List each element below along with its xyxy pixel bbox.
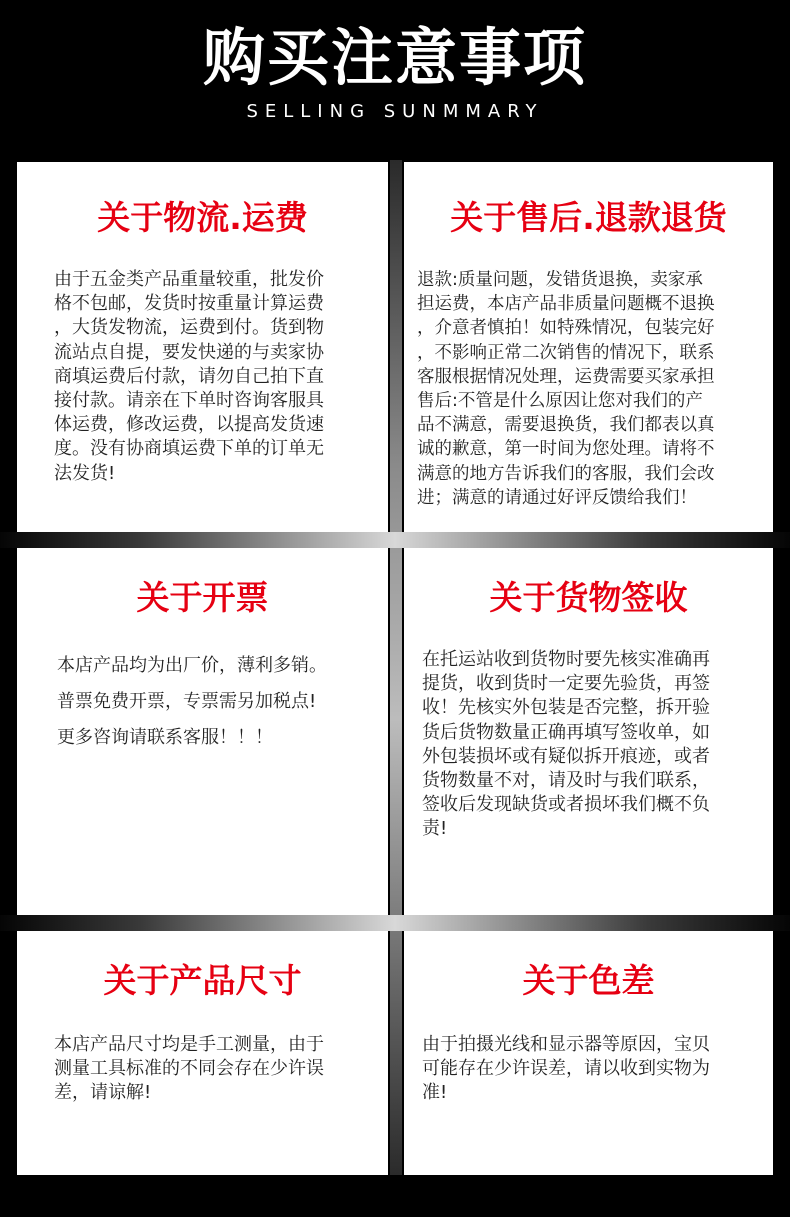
card-line: 更多咨询请联系客服！！！ <box>57 727 273 748</box>
card-line: 货物数量不对，请及时与我们联系， <box>422 770 710 792</box>
card-title: 关于售后.退款退货 <box>450 198 727 237</box>
card-color-difference <box>404 931 773 1175</box>
page-subtitle: SELLING SUNMMARY <box>246 101 544 122</box>
card-line: 法发货! <box>54 462 116 484</box>
card-line: 品不满意，需要退换货，我们都表以真 <box>417 415 715 436</box>
card-line: 责! <box>422 818 448 840</box>
card-line: 体运费，修改运费，以提高发货速 <box>54 414 324 436</box>
card-line: 收！先核实外包装是否完整，拆开验 <box>422 697 710 719</box>
card-logistics <box>17 162 388 532</box>
card-line: 商填运费后付款，请勿自己拍下直 <box>54 365 324 387</box>
card-line: 差，请谅解! <box>54 1082 152 1104</box>
card-line: 测量工具标准的不同会存在少许误 <box>54 1058 324 1080</box>
card-body <box>422 1033 752 1106</box>
card-line: 退款:质量问题，发错货退换，卖家承 <box>417 270 703 290</box>
card-line: 满意的地方告诉我们的客服，我们会改 <box>417 463 715 484</box>
page-footer <box>0 1175 790 1217</box>
card-body <box>417 268 767 510</box>
card-line: 度。没有协商填运费下单的订单无 <box>54 438 324 460</box>
card-line: 流站点自提，要发快递的与卖家协 <box>54 341 324 363</box>
card-line: 本店产品均为出厂价，薄利多销。 <box>57 655 327 676</box>
card-line: ，不影响正常二次销售的情况下，联系 <box>417 342 715 363</box>
card-delivery-receipt <box>404 548 773 915</box>
card-line: 外包装损坏或有疑似拆开痕迹，或者 <box>422 745 710 767</box>
vertical-divider <box>390 160 402 1177</box>
card-line: 本店产品尺寸均是手工测量，由于 <box>54 1034 324 1055</box>
card-line: 格不包邮，发货时按重量计算运费 <box>54 293 324 315</box>
page-header <box>0 0 790 160</box>
card-line: 准! <box>422 1082 448 1104</box>
card-line: 客服根据情况处理，运费需要买家承担 <box>417 366 715 387</box>
card-title: 关于货物签收 <box>489 578 688 617</box>
card-title: 关于色差 <box>522 961 655 1000</box>
card-body <box>54 268 374 486</box>
card-line: 普票免费开票，专票需另加税点! <box>57 691 317 712</box>
card-line: 由于五金类产品重量较重，批发价 <box>54 269 324 290</box>
card-line: 由于拍摄光线和显示器等原因，宝贝 <box>422 1034 710 1055</box>
card-line: 进；满意的请通过好评反馈给我们！ <box>417 487 697 508</box>
card-body <box>54 1033 374 1106</box>
card-line: 担运费，本店产品非质量问题概不退换 <box>417 294 715 315</box>
card-body <box>57 648 377 756</box>
card-line: 提货，收到货时一定要先验货，再签 <box>422 673 710 695</box>
card-invoice <box>17 548 388 915</box>
card-line: ，介意者慎拍！如特殊情况，包装完好 <box>417 318 715 339</box>
card-after-sales <box>404 162 773 532</box>
card-line: 在托运站收到货物时要先核实准确再 <box>422 649 710 670</box>
card-line: 可能存在少许误差，请以收到实物为 <box>422 1058 710 1080</box>
card-title: 关于产品尺寸 <box>103 961 302 1000</box>
separator-band <box>0 532 790 548</box>
card-title: 关于开票 <box>136 578 269 617</box>
card-line: ，大货发物流，运费到付。货到物 <box>54 317 324 339</box>
card-title: 关于物流.运费 <box>97 198 308 237</box>
card-body <box>422 648 762 842</box>
card-line: 售后:不管是什么原因让您对我们的产 <box>417 391 703 412</box>
card-line: 签收后发现缺货或者损坏我们概不负 <box>422 794 710 816</box>
card-product-size <box>17 931 388 1175</box>
card-line: 诚的歉意，第一时间为您处理。请将不 <box>417 439 715 460</box>
card-line: 接付款。请亲在下单时咨询客服具 <box>54 390 324 412</box>
card-line: 货后货物数量正确再填写签收单，如 <box>422 721 710 743</box>
page-title: 购买注意事项 <box>202 21 587 94</box>
separator-band <box>0 915 790 931</box>
